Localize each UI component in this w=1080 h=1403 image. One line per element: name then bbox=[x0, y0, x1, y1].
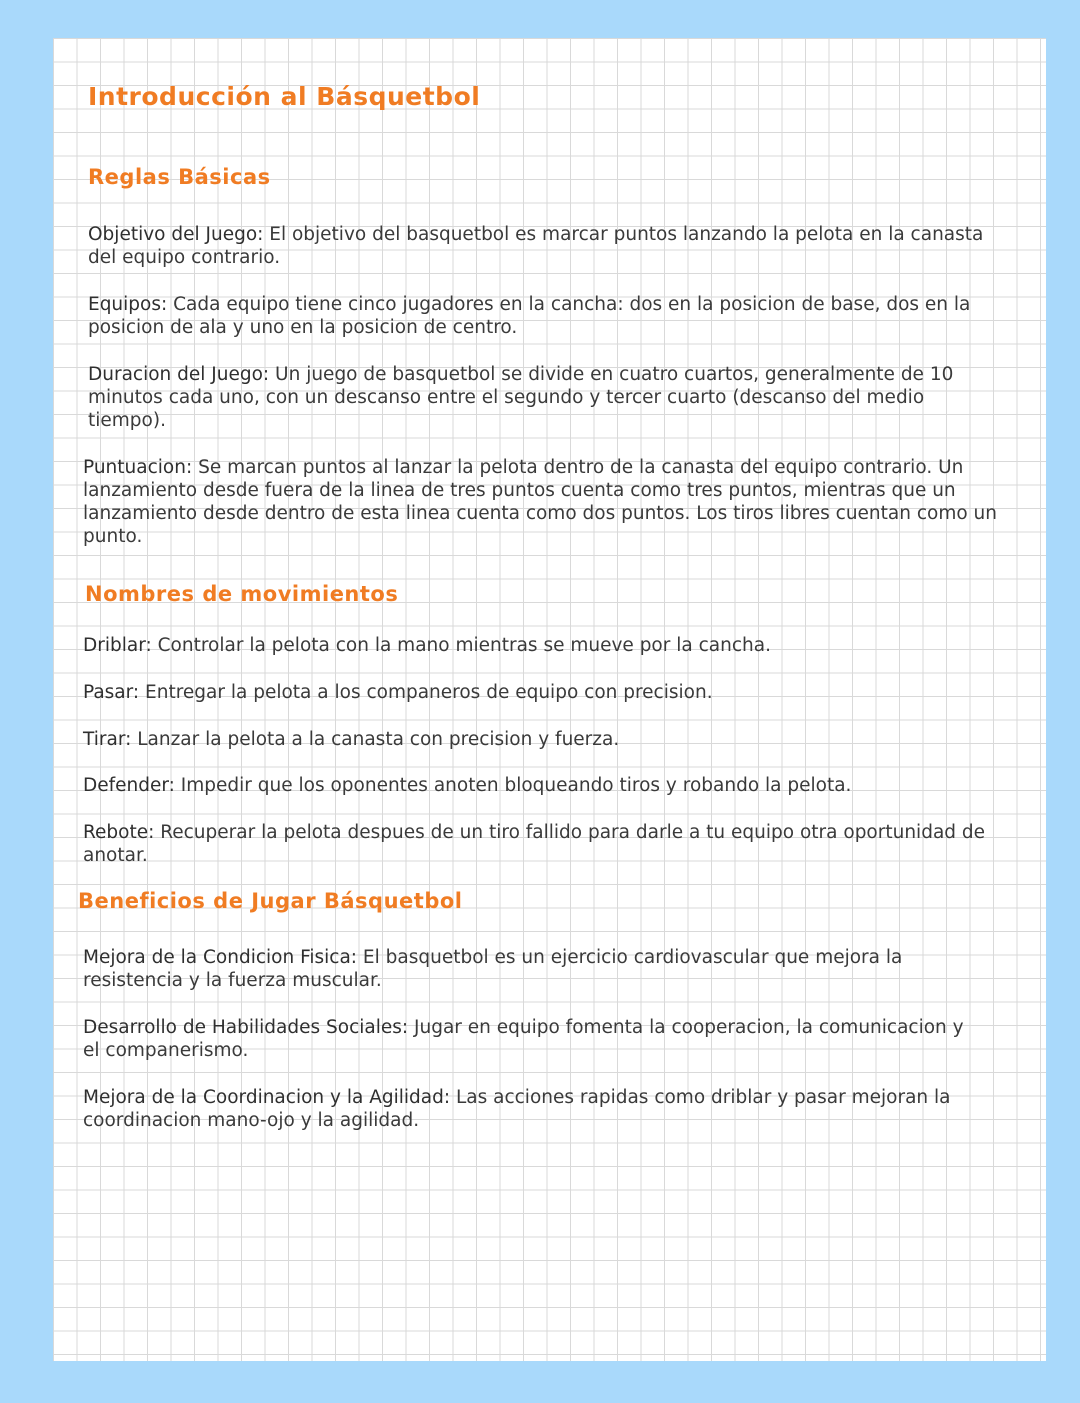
paragraph-puntuacion bbox=[83, 456, 1018, 548]
section-heading-beneficios: Beneficios de Jugar Básquetbol bbox=[78, 889, 463, 913]
paragraph-label: Duracion del Juego: bbox=[88, 364, 270, 385]
paragraph-text: El objetivo del basquetbol es marcar puntos lanzando la pelota en la canasta del equipo contrario. bbox=[88, 224, 984, 268]
paragraph-label: Pasar: bbox=[83, 682, 140, 703]
paragraph-label: Mejora de la Condicion Fisica: bbox=[83, 947, 358, 968]
paragraph-text: Controlar la pelota con la mano mientras se mueve por la cancha. bbox=[157, 635, 771, 656]
paragraph-coordinacion bbox=[83, 1086, 978, 1132]
paragraph-equipos bbox=[88, 293, 1008, 339]
paragraph-text: Impedir que los oponentes anoten bloqueando tiros y robando la pelota. bbox=[180, 775, 852, 796]
paragraph-text: Las acciones rapidas como driblar y pasar mejoran la coordinacion mano-ojo y la agilidad. bbox=[83, 1087, 951, 1131]
paragraph-label: Equipos: bbox=[88, 294, 168, 315]
paragraph-objetivo bbox=[88, 223, 1008, 269]
paragraph-label: Defender: bbox=[83, 775, 175, 796]
paragraph-label: Rebote: bbox=[83, 822, 155, 843]
paragraph-text: Cada equipo tiene cinco jugadores en la cancha: dos en la posicion de base, dos en la posicion de ala y uno en la posicion de centro. bbox=[88, 294, 971, 338]
page-title: Introducción al Básquetbol bbox=[88, 82, 481, 111]
paragraph-text: Jugar en equipo fomenta la cooperacion, la comunicacion y el companerismo. bbox=[83, 1017, 964, 1061]
paragraph-condicion-fisica bbox=[83, 946, 963, 992]
paragraph-label: Objetivo del Juego: bbox=[88, 224, 264, 245]
paragraph-pasar bbox=[83, 681, 1008, 704]
paragraph-driblar bbox=[83, 634, 1008, 657]
paragraph-habilidades-sociales bbox=[83, 1016, 983, 1062]
paragraph-text: Un juego de basquetbol se divide en cuatro cuartos, generalmente de 10 minutos cada uno, con un descanso entre el segundo y tercer cuarto (descanso del medio tiempo). bbox=[88, 364, 954, 431]
paragraph-duracion bbox=[88, 363, 978, 432]
paragraph-text: El basquetbol es un ejercicio cardiovascular que mejora la resistencia y la fuerza muscular. bbox=[83, 947, 903, 991]
paragraph-defender bbox=[83, 774, 1008, 797]
paragraph-text: Entregar la pelota a los companeros de equipo con precision. bbox=[145, 682, 713, 703]
paragraph-label: Driblar: bbox=[83, 635, 152, 656]
paragraph-label: Desarrollo de Habilidades Sociales: bbox=[83, 1017, 409, 1038]
paragraph-tirar bbox=[83, 728, 1008, 751]
section-heading-reglas: Reglas Básicas bbox=[88, 165, 271, 189]
paragraph-label: Tirar: bbox=[83, 729, 132, 750]
section-heading-movimientos: Nombres de movimientos bbox=[85, 582, 399, 606]
paragraph-label: Mejora de la Coordinacion y la Agilidad: bbox=[83, 1087, 451, 1108]
paragraph-rebote bbox=[83, 821, 1013, 867]
paragraph-text: Se marcan puntos al lanzar la pelota dentro de la canasta del equipo contrario. Un lanzamiento desde fuera de la linea de tres puntos cuenta como tres puntos, mientras que un lanzamiento desde dentro de esta linea cuenta como dos puntos. Los tiros libres cuentan como un punto. bbox=[83, 457, 998, 547]
paragraph-text: Lanzar la pelota a la canasta con precision y fuerza. bbox=[137, 729, 620, 750]
paragraph-text: Recuperar la pelota despues de un tiro fallido para darle a tu equipo otra oportunidad de anotar. bbox=[83, 822, 986, 866]
paragraph-label: Puntuacion: bbox=[83, 457, 193, 478]
